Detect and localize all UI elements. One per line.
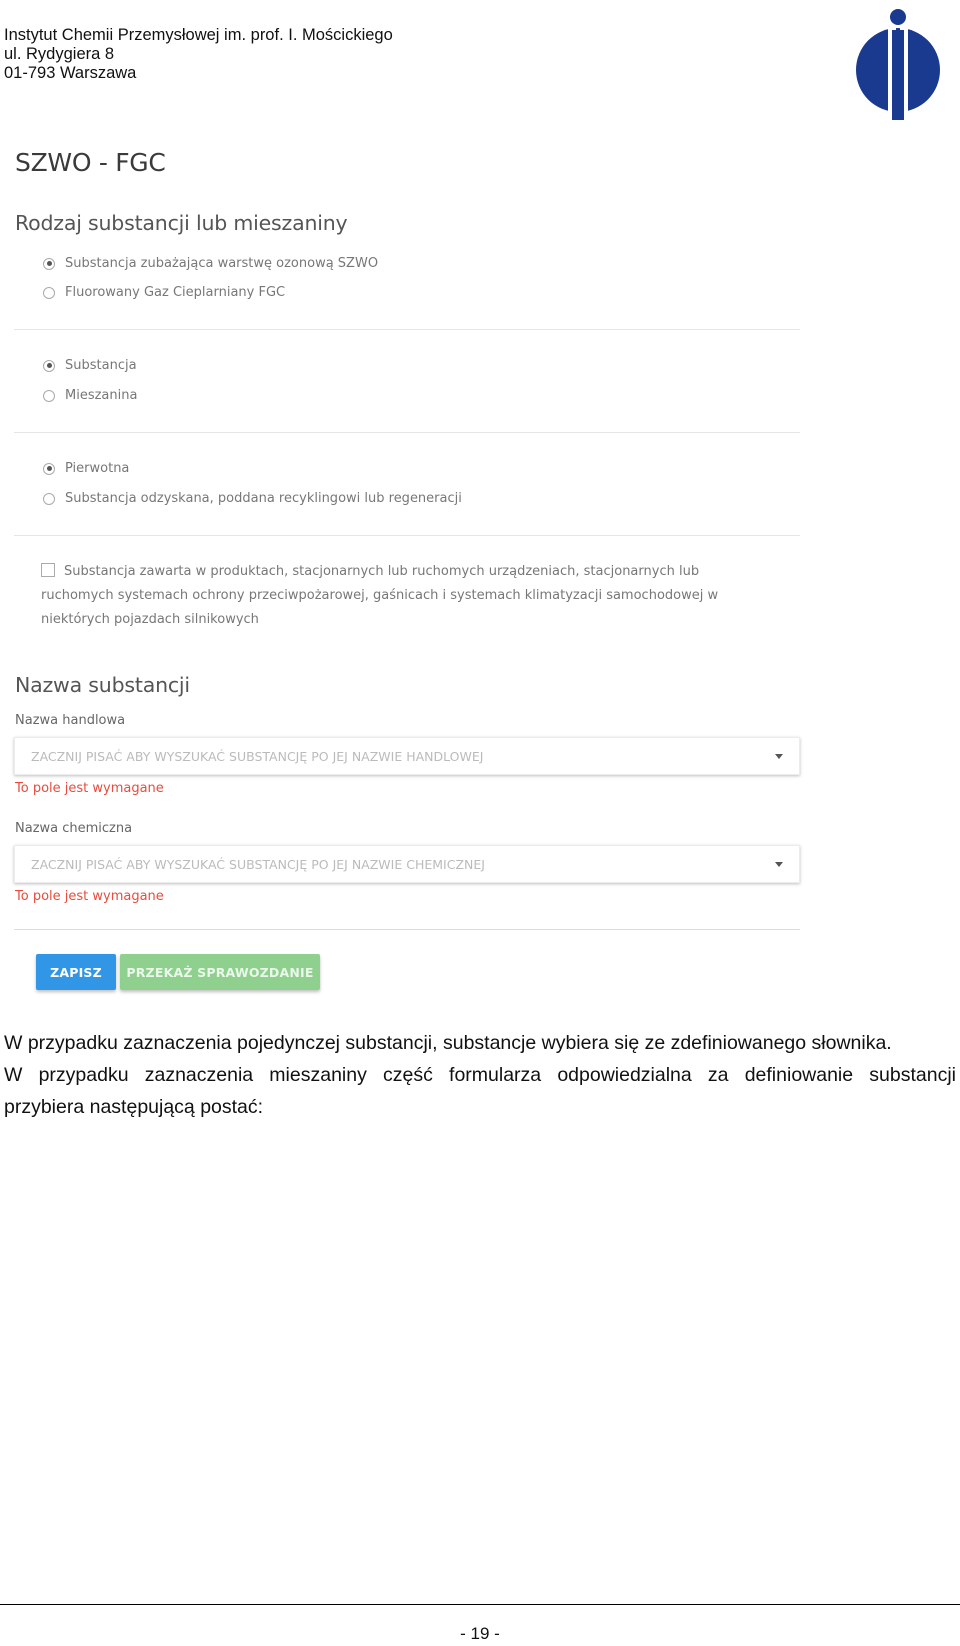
radio-label: Substancja odzyskana, poddana recyklingowi lub regeneracji xyxy=(65,491,462,506)
paragraph-line: W przypadku zaznaczenia mieszaniny część formularza odpowiedzialna za definiowanie substancji xyxy=(4,1064,956,1086)
radio-label: Fluorowany Gaz Cieplarniany FGC xyxy=(65,285,286,300)
divider xyxy=(14,432,800,433)
trade-name-label: Nazwa handlowa xyxy=(15,713,126,728)
radio-label: Substancja xyxy=(65,358,137,373)
radio-label: Pierwotna xyxy=(65,461,130,476)
radio-primary[interactable] xyxy=(43,461,129,476)
radio-fgc[interactable] xyxy=(43,285,285,300)
chemical-name-label: Nazwa chemiczna xyxy=(15,821,133,836)
chevron-down-icon[interactable] xyxy=(775,862,783,867)
institute-logo-icon xyxy=(852,4,944,120)
substance-type-heading: Rodzaj substancji lub mieszaniny xyxy=(15,211,348,235)
save-button[interactable]: ZAPISZ xyxy=(36,954,116,990)
radio-unchecked-icon[interactable] xyxy=(43,390,55,402)
radio-mixture[interactable] xyxy=(43,388,137,403)
divider xyxy=(14,535,800,536)
footer-divider xyxy=(0,1604,960,1605)
form-title: SZWO - FGC xyxy=(15,148,166,177)
radio-unchecked-icon[interactable] xyxy=(43,493,55,505)
trade-name-search-input[interactable] xyxy=(31,749,731,764)
radio-label: Mieszanina xyxy=(65,388,138,403)
letterhead-address xyxy=(4,26,393,83)
chemical-name-error: To pole jest wymagane xyxy=(15,889,164,904)
radio-recovered[interactable] xyxy=(43,491,462,506)
checkbox-label: Substancja zawarta w produktach, stacjonarnych lub ruchomych urządzeniach, stacjonarnych lub ruchomych systemach ochrony przeciwpożarowej, gaśnicach i systemach klimatyzacji samochodowej w niektórych pojazdach silnikowych xyxy=(41,564,719,627)
divider xyxy=(14,329,800,330)
paragraph-line: przybiera następującą postać: xyxy=(4,1096,264,1118)
institute-name: Instytut Chemii Przemysłowej im. prof. I. Mościckiego xyxy=(4,26,393,44)
paragraph-line: W przypadku zaznaczenia pojedynczej substancji, substancje wybiera się ze zdefiniowanego słownika. xyxy=(4,1032,892,1054)
trade-name-error: To pole jest wymagane xyxy=(15,781,164,796)
radio-checked-icon[interactable] xyxy=(43,463,55,475)
page-number: - 19 - xyxy=(460,1624,500,1643)
chevron-down-icon[interactable] xyxy=(775,754,783,759)
radio-checked-icon[interactable] xyxy=(43,258,55,270)
trade-name-select[interactable] xyxy=(14,737,800,775)
chemical-name-select[interactable] xyxy=(14,845,800,883)
substance-name-heading: Nazwa substancji xyxy=(15,673,190,697)
radio-szwo[interactable] xyxy=(43,256,378,271)
radio-unchecked-icon[interactable] xyxy=(43,287,55,299)
chemical-name-search-input[interactable] xyxy=(31,857,731,872)
divider xyxy=(14,929,800,930)
submit-report-button[interactable]: PRZEKAŻ SPRAWOZDANIE xyxy=(120,954,320,990)
radio-substance[interactable] xyxy=(43,358,137,373)
radio-label: Substancja zubażająca warstwę ozonową SZWO xyxy=(65,256,379,271)
radio-checked-icon[interactable] xyxy=(43,360,55,372)
institute-city: 01-793 Warszawa xyxy=(4,64,137,82)
institute-street: ul. Rydygiera 8 xyxy=(4,45,115,63)
checkbox-unchecked-icon[interactable] xyxy=(41,563,55,577)
contained-in-products-checkbox[interactable] xyxy=(41,560,761,632)
